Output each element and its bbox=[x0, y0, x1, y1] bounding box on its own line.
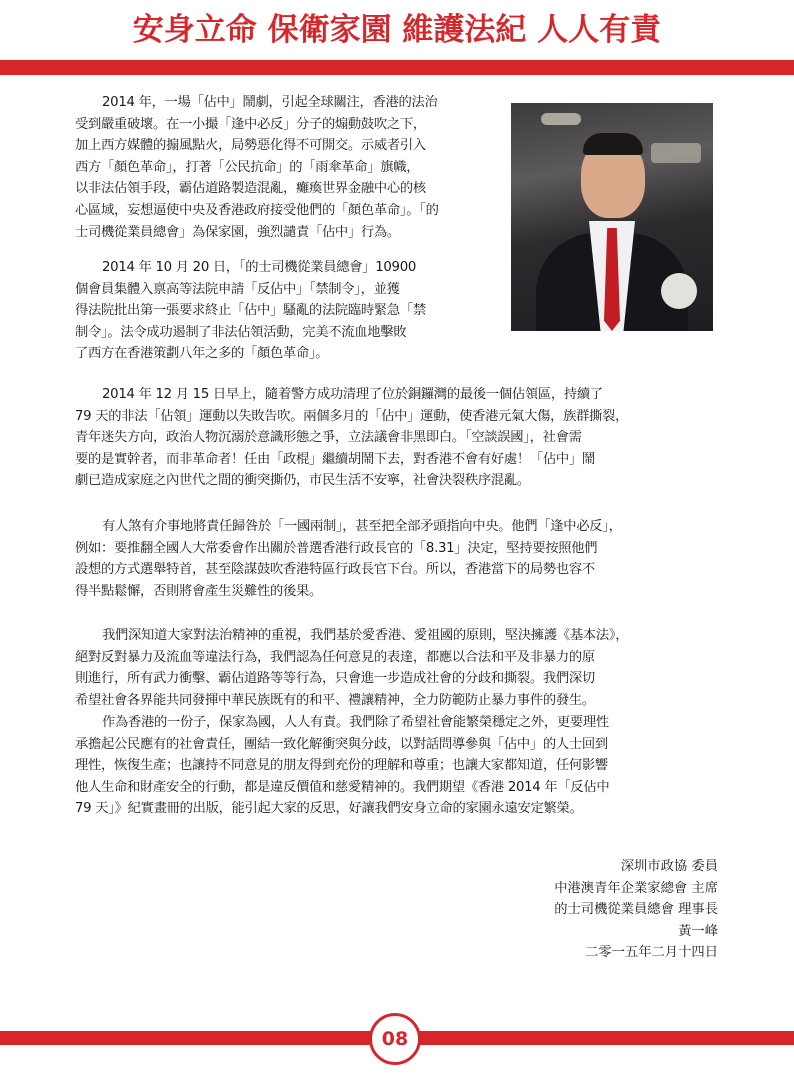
signature-title-3: 的士司機從業員總會 理事長 bbox=[554, 902, 718, 918]
paragraph-line: 要的是實幹者，而非革命者！任由「政棍」繼續胡鬧下去，對香港不會有好處！「佔中」鬧 bbox=[75, 451, 595, 467]
background-light bbox=[541, 113, 581, 125]
paragraph-line: 79 天的非法「佔領」運動以失敗告吹。兩個多月的「佔中」運動，使香港元氣大傷，族群撕裂， bbox=[75, 408, 629, 424]
paragraph-line: 絕對反對暴力及流血等違法行為，我們認為任何意見的表達，都應以合法和平及非暴力的原 bbox=[75, 649, 595, 665]
person-hair bbox=[583, 133, 643, 155]
paragraph-line: 制令」。法令成功遏制了非法佔領活動，完美不流血地擊敗 bbox=[75, 324, 407, 340]
paragraph-line: 2014 年 12 月 15 日早上，隨着警方成功清理了位於銅鑼灣的最後一個佔領區，持續了 bbox=[102, 387, 603, 402]
signature-name: 黃一峰 bbox=[678, 923, 718, 939]
paragraph-line: 2014 年，一場「佔中」鬧劇，引起全球關注，香港的法治 bbox=[102, 95, 438, 110]
signature-block bbox=[470, 856, 718, 964]
page-number-badge: 08 bbox=[369, 1013, 421, 1065]
paragraph-line: 希望社會各界能共同發揮中華民族既有的和平、禮讓精神，全力防範防止暴力事件的發生。 bbox=[75, 692, 595, 708]
page-title: 安身立命 保衛家園 維護法紀 人人有責 bbox=[132, 12, 662, 48]
paragraph-line: 受到嚴重破壞。在一小撮「逢中必反」分子的煽動鼓吹之下， bbox=[75, 116, 426, 132]
header-divider-bar bbox=[0, 60, 794, 75]
paragraph-line: 他人生命和財產安全的行動，都是違反價值和慈愛精神的。我們期望《香港 2014 年「反佔中 bbox=[75, 779, 610, 795]
paragraph-line: 西方「顏色革命」，打著「公民抗命」的「雨傘革命」旗幟， bbox=[75, 159, 420, 175]
background-light bbox=[651, 143, 701, 163]
paragraph-6 bbox=[75, 712, 725, 820]
signature-title-2: 中港澳青年企業家總會 主席 bbox=[554, 880, 718, 896]
paragraph-line: 青年迷失方向，政治人物沉溺於意識形態之爭，立法議會非黑即白。「空談誤國」，社會需 bbox=[75, 430, 582, 446]
paragraph-5 bbox=[75, 625, 725, 711]
paragraph-line: 心區域，妄想逼使中央及香港政府接受他們的「顏色革命」。「的 bbox=[75, 202, 439, 218]
paragraph-line: 有人煞有介事地將責任歸咎於「一國兩制」，甚至把全部矛頭指向中央。他們「逢中必反」， bbox=[102, 519, 622, 534]
paragraph-line: 得法院批出第一張要求終止「佔中」騷亂的法院臨時緊急「禁 bbox=[75, 303, 426, 319]
paragraph-line: 加上西方媒體的搧風點火，局勢惡化得不可開交。示威者引入 bbox=[75, 138, 426, 154]
paragraph-line: 個會員集體入禀高等法院申請「反佔中」「禁制令」，並獲 bbox=[75, 281, 400, 297]
paragraph-line: 以非法佔領手段，霸佔道路製造混亂，癱瘓世界金融中心的核 bbox=[75, 181, 426, 197]
paragraph-3 bbox=[75, 384, 725, 492]
paragraph-1 bbox=[75, 92, 501, 243]
paragraph-line: 了西方在香港策劃八年之多的「顏色革命」。 bbox=[75, 346, 329, 362]
paragraph-line: 例如：要推翻全國人大常委會作出關於普選香港行政長官的「8.31」決定，堅持要按照他們 bbox=[75, 540, 598, 556]
paragraph-line: 得半點鬆懈，否則將會產生災難性的後果。 bbox=[75, 583, 322, 599]
paragraph-line: 則進行，所有武力衝擊、霸佔道路等等行為，只會進一步造成社會的分歧和撕裂。我們深切 bbox=[75, 671, 595, 687]
signature-date: 二零一五年二月十四日 bbox=[585, 945, 718, 961]
corsage-flower bbox=[661, 273, 697, 309]
paragraph-line: 我們深知道大家對法治精神的重視，我們基於愛香港、愛祖國的原則，堅決擁護《基本法》， bbox=[102, 628, 629, 643]
paragraph-2 bbox=[75, 257, 501, 365]
paragraph-line: 承擔起公民應有的社會責任，團結一致化解衝突與分歧，以對話問導參與「佔中」的人士回到 bbox=[75, 736, 608, 752]
paragraph-line: 理性，恢復生產；也讓持不同意見的朋友得到充份的理解和尊重；也讓大家都知道，任何影響 bbox=[75, 758, 608, 774]
paragraph-line: 士司機從業員總會」為保家園，強烈譴責「佔中」行為。 bbox=[75, 224, 400, 240]
paragraph-line: 劇已造成家庭之內世代之間的衝突撕仍，市民生活不安寧，社會決裂秩序混亂。 bbox=[75, 473, 530, 489]
paragraph-line: 設想的方式選舉特首，甚至陰謀鼓吹香港特區行政長官下台。所以，香港當下的局勢也容不 bbox=[75, 562, 595, 578]
paragraph-line: 2014 年 10 月 20 日，「的士司機從業員總會」10900 bbox=[102, 260, 417, 275]
paragraph-4 bbox=[75, 516, 725, 602]
portrait-photo bbox=[511, 103, 713, 331]
signature-title-1: 深圳市政協 委員 bbox=[620, 859, 718, 874]
paragraph-line: 79 天」》紀實畫冊的出版，能引起大家的反思，好讓我們安身立命的家園永遠安定繁榮。 bbox=[75, 801, 583, 817]
paragraph-line: 作為香港的一份子，保家為國，人人有責。我們除了希望社會能繁榮穩定之外，更要理性 bbox=[102, 715, 609, 730]
